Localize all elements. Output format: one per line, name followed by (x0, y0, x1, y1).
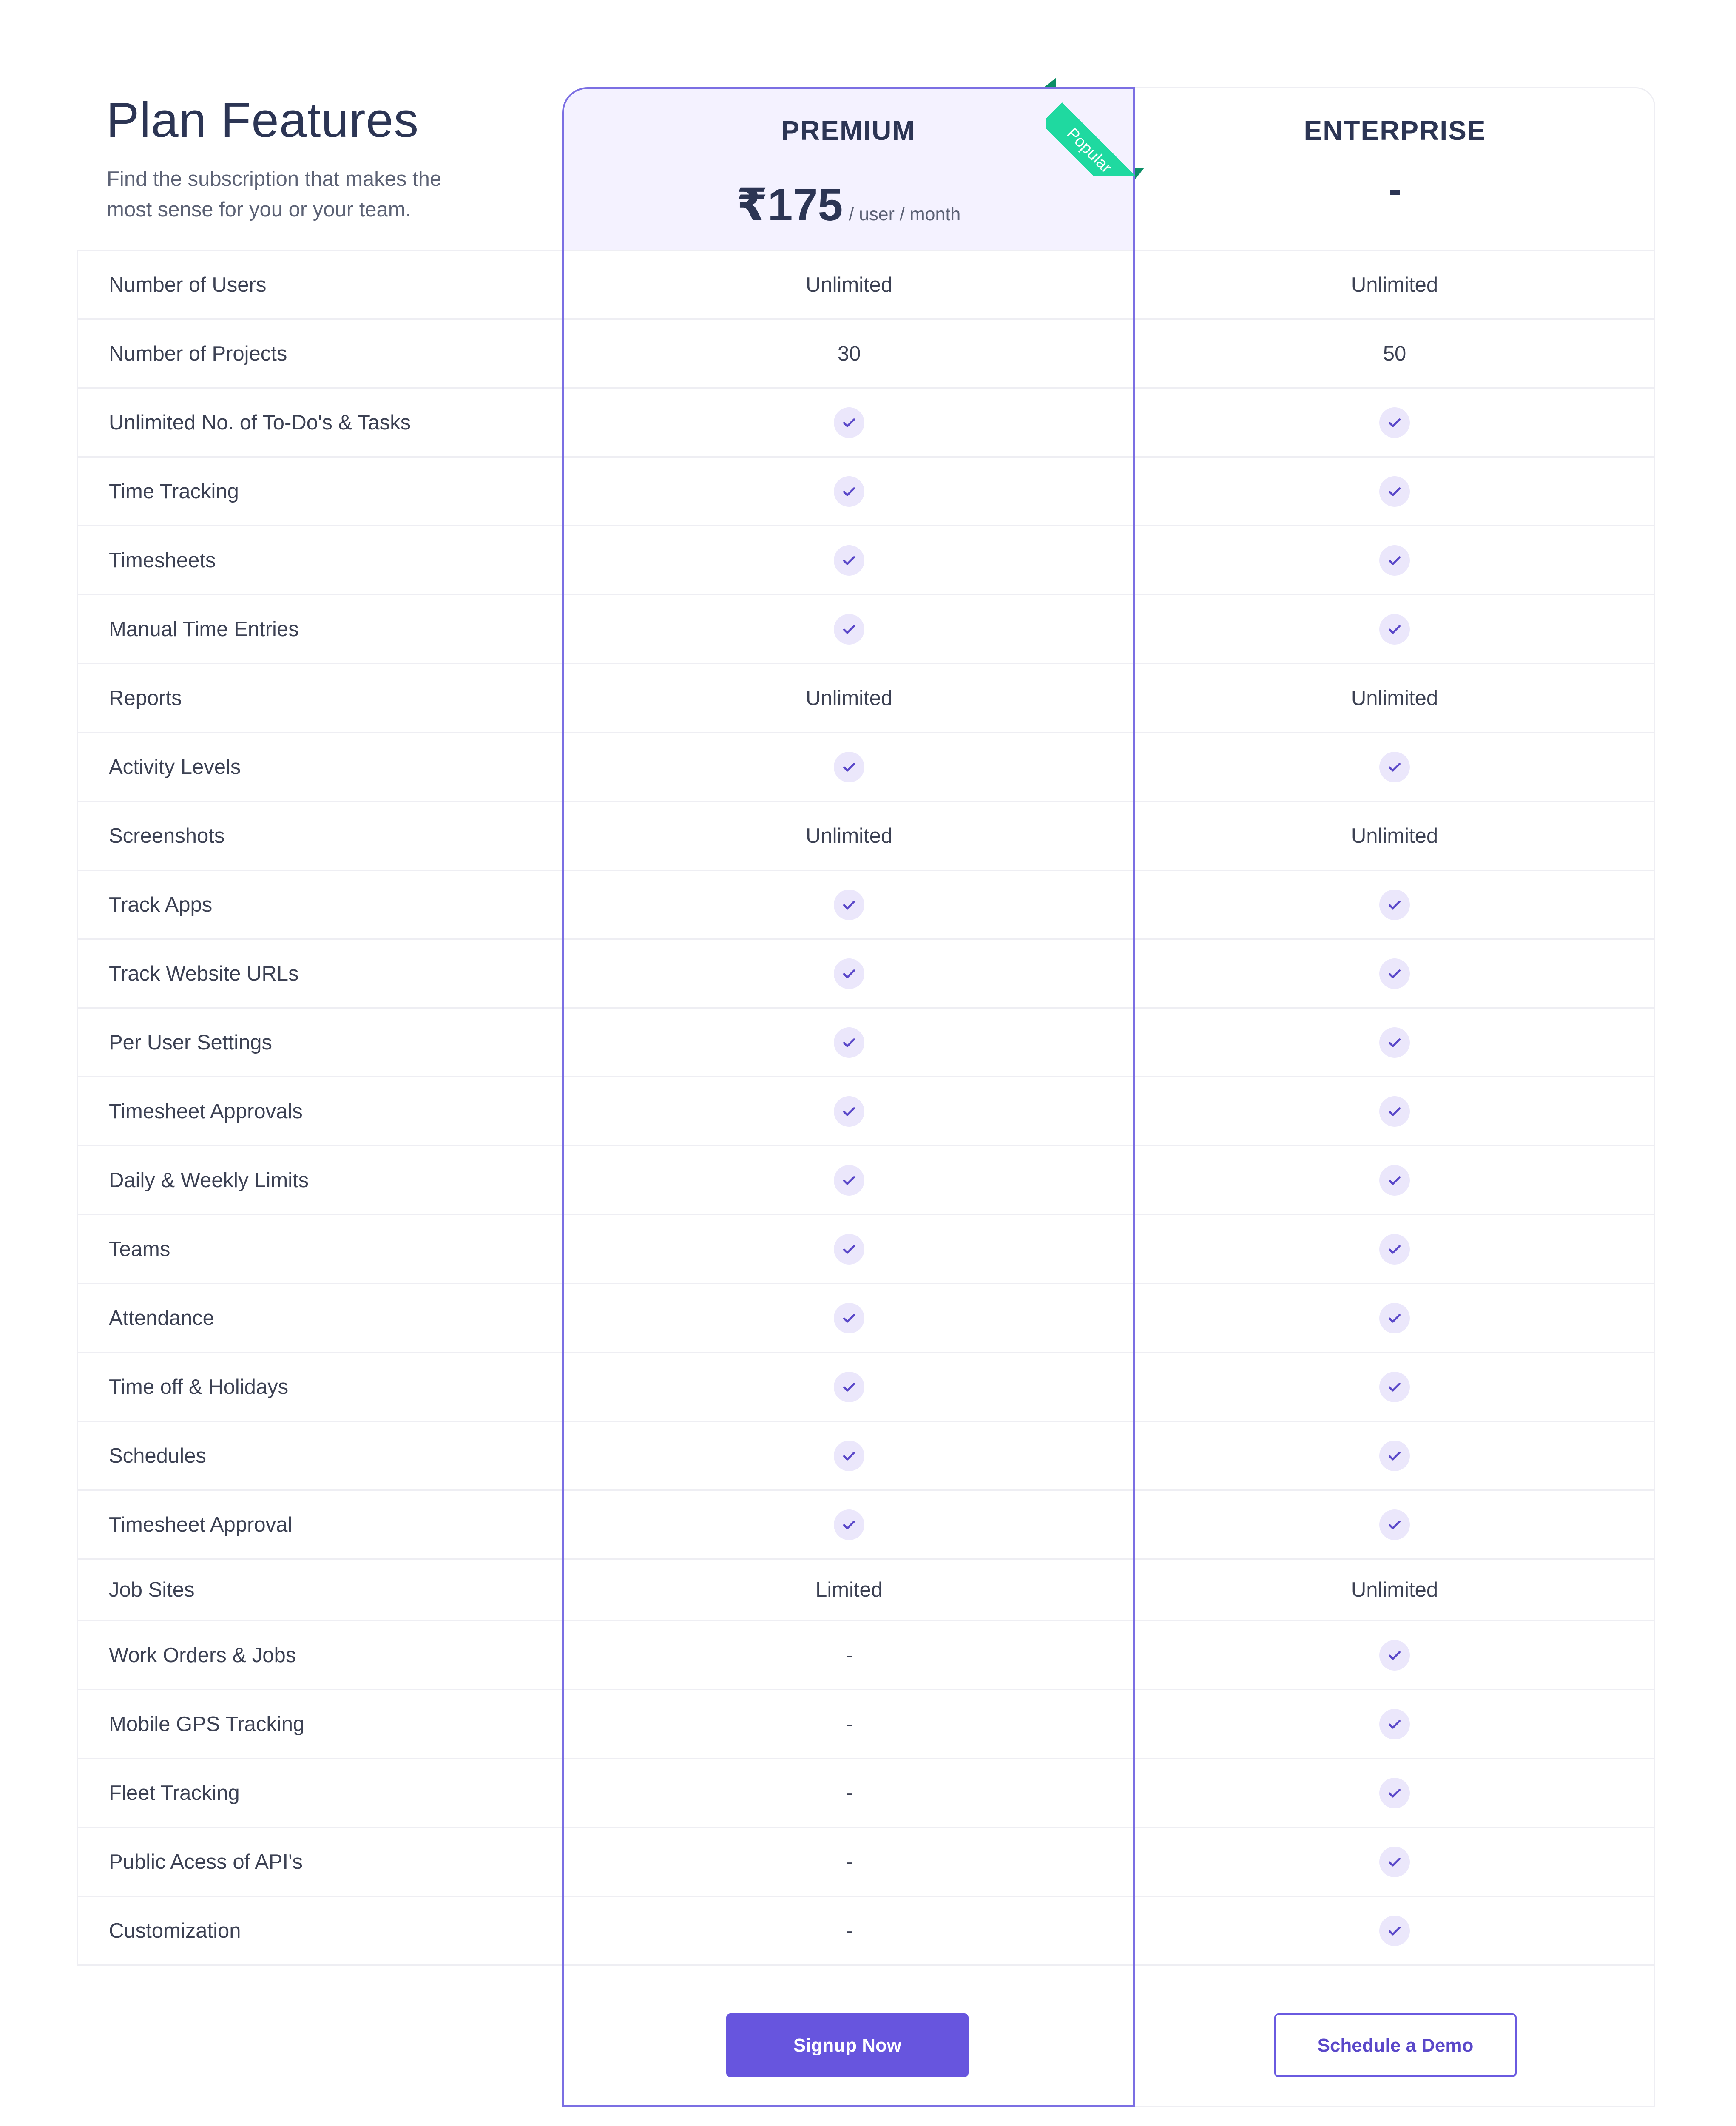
feature-table (77, 250, 1655, 1966)
check-icon (834, 1165, 864, 1196)
feature-row (77, 1146, 1655, 1215)
premium-feature-text: Unlimited (805, 273, 893, 296)
premium-feature-value (563, 1009, 1135, 1076)
feature-row (77, 1897, 1655, 1966)
feature-row (77, 458, 1655, 526)
check-icon (1379, 1847, 1410, 1877)
feature-label: Timesheet Approval (109, 1513, 293, 1536)
premium-feature-value (563, 320, 1135, 387)
feature-label: Activity Levels (109, 755, 241, 779)
feature-label: Reports (109, 686, 182, 710)
feature-label: Fleet Tracking (109, 1781, 240, 1805)
enterprise-feature-value (1135, 595, 1654, 663)
premium-feature-value (563, 526, 1135, 594)
premium-feature-value (563, 1422, 1135, 1489)
premium-feature-value (563, 595, 1135, 663)
check-icon (1379, 476, 1410, 507)
check-icon (1379, 1027, 1410, 1058)
feature-row (77, 251, 1655, 320)
premium-feature-text: - (845, 1919, 853, 1942)
premium-feature-value (563, 1353, 1135, 1421)
enterprise-feature-value (1135, 1077, 1654, 1145)
premium-feature-value (563, 1560, 1135, 1620)
check-icon (1379, 1096, 1410, 1127)
popular-badge: Popular (1063, 124, 1115, 176)
check-icon (1379, 752, 1410, 782)
feature-label: Mobile GPS Tracking (109, 1712, 305, 1736)
premium-feature-value (563, 1897, 1135, 1964)
premium-feature-text: 30 (837, 342, 861, 365)
premium-feature-value (563, 664, 1135, 732)
check-icon (834, 1096, 864, 1127)
enterprise-feature-text: Unlimited (1351, 273, 1438, 296)
check-icon (834, 1234, 864, 1265)
feature-row (77, 871, 1655, 940)
enterprise-feature-text: Unlimited (1351, 686, 1438, 710)
check-icon (1379, 545, 1410, 576)
check-icon (834, 407, 864, 438)
enterprise-feature-value (1135, 389, 1654, 456)
feature-row (77, 1828, 1655, 1897)
feature-label: Number of Users (109, 273, 267, 296)
premium-feature-text: Unlimited (805, 824, 893, 847)
enterprise-feature-value (1135, 458, 1654, 525)
enterprise-feature-text: 50 (1383, 342, 1406, 365)
enterprise-feature-value (1135, 1146, 1654, 1214)
premium-feature-value (563, 458, 1135, 525)
premium-feature-value (563, 1491, 1135, 1558)
feature-label: Daily & Weekly Limits (109, 1168, 309, 1192)
premium-feature-value (563, 1690, 1135, 1758)
feature-row (77, 1077, 1655, 1146)
feature-row (77, 802, 1655, 871)
premium-feature-value (563, 1077, 1135, 1145)
feature-label: Public Acess of API's (109, 1850, 303, 1873)
enterprise-feature-value (1135, 526, 1654, 594)
feature-row (77, 1759, 1655, 1828)
feature-row (77, 389, 1655, 458)
feature-row (77, 1491, 1655, 1560)
feature-label: Number of Projects (109, 342, 287, 365)
premium-price-period: / user / month (849, 204, 961, 225)
premium-feature-text: - (845, 1712, 853, 1736)
enterprise-feature-value (1135, 1353, 1654, 1421)
feature-label: Job Sites (109, 1578, 195, 1601)
feature-label: Schedules (109, 1444, 206, 1467)
feature-label: Attendance (109, 1306, 214, 1330)
check-icon (1379, 1709, 1410, 1739)
signup-now-button[interactable]: Signup Now (726, 2013, 969, 2077)
enterprise-feature-value (1135, 1897, 1654, 1964)
check-icon (834, 614, 864, 645)
check-icon (834, 545, 864, 576)
premium-feature-value (563, 871, 1135, 938)
enterprise-feature-text: Unlimited (1351, 1578, 1438, 1601)
feature-row (77, 526, 1655, 595)
feature-label: Per User Settings (109, 1031, 272, 1054)
enterprise-feature-value (1135, 940, 1654, 1007)
check-icon (834, 1441, 864, 1471)
check-icon (834, 476, 864, 507)
premium-feature-text: - (845, 1643, 853, 1667)
premium-price-amount: ₹175 (736, 180, 843, 230)
check-icon (834, 1303, 864, 1333)
feature-label: Customization (109, 1919, 241, 1942)
check-icon (1379, 1640, 1410, 1671)
enterprise-feature-value (1135, 802, 1654, 870)
enterprise-feature-value (1135, 1491, 1654, 1558)
feature-label: Teams (109, 1237, 170, 1261)
feature-label: Timesheet Approvals (109, 1100, 303, 1123)
enterprise-feature-value (1135, 320, 1654, 387)
check-icon (1379, 614, 1410, 645)
premium-feature-value (563, 1146, 1135, 1214)
enterprise-feature-value (1135, 1759, 1654, 1827)
enterprise-feature-value (1135, 1560, 1654, 1620)
check-icon (1379, 1372, 1410, 1402)
enterprise-feature-value (1135, 1215, 1654, 1283)
premium-feature-value (563, 940, 1135, 1007)
feature-label: Time off & Holidays (109, 1375, 289, 1398)
page-title: Plan Features (106, 92, 419, 148)
feature-label: Manual Time Entries (109, 617, 299, 641)
feature-row (77, 664, 1655, 733)
premium-plan-name: PREMIUM (781, 115, 916, 146)
premium-feature-value (563, 1621, 1135, 1689)
enterprise-feature-value (1135, 871, 1654, 938)
check-icon (1379, 958, 1410, 989)
schedule-demo-button[interactable]: Schedule a Demo (1274, 2013, 1517, 2077)
enterprise-feature-value (1135, 664, 1654, 732)
premium-feature-value (563, 251, 1135, 318)
check-icon (834, 1372, 864, 1402)
enterprise-feature-value (1135, 1284, 1654, 1352)
feature-row (77, 940, 1655, 1009)
enterprise-feature-value (1135, 733, 1654, 801)
premium-feature-text: - (845, 1850, 853, 1873)
enterprise-feature-value (1135, 1009, 1654, 1076)
feature-row (77, 1353, 1655, 1422)
feature-label: Work Orders & Jobs (109, 1643, 296, 1667)
feature-label: Track Website URLs (109, 962, 299, 985)
feature-row (77, 1009, 1655, 1077)
check-icon (1379, 1303, 1410, 1333)
premium-feature-value (563, 802, 1135, 870)
popular-ribbon (1046, 78, 1145, 176)
premium-feature-text: Limited (815, 1578, 883, 1601)
premium-feature-value (563, 389, 1135, 456)
check-icon (834, 958, 864, 989)
premium-feature-value (563, 1284, 1135, 1352)
feature-row (77, 733, 1655, 802)
enterprise-feature-value (1135, 1690, 1654, 1758)
check-icon (834, 1509, 864, 1540)
premium-feature-text: Unlimited (805, 686, 893, 710)
feature-row (77, 1284, 1655, 1353)
check-icon (1379, 1165, 1410, 1196)
feature-label: Timesheets (109, 549, 216, 572)
premium-feature-value (563, 1828, 1135, 1896)
enterprise-price: - (1389, 168, 1401, 211)
enterprise-feature-value (1135, 1828, 1654, 1896)
premium-feature-text: - (845, 1781, 853, 1805)
check-icon (1379, 1509, 1410, 1540)
feature-row (77, 320, 1655, 389)
check-icon (834, 1027, 864, 1058)
premium-feature-value (563, 1215, 1135, 1283)
feature-row (77, 1560, 1655, 1621)
enterprise-feature-value (1135, 1621, 1654, 1689)
feature-row (77, 595, 1655, 664)
feature-row (77, 1690, 1655, 1759)
feature-label: Screenshots (109, 824, 225, 847)
check-icon (1379, 407, 1410, 438)
feature-row (77, 1215, 1655, 1284)
check-icon (1379, 1916, 1410, 1946)
enterprise-feature-value (1135, 1422, 1654, 1489)
check-icon (1379, 1778, 1410, 1808)
page-subtitle: Find the subscription that makes the most sense for you or your team. (107, 168, 442, 221)
enterprise-feature-value (1135, 251, 1654, 318)
feature-row (77, 1422, 1655, 1491)
feature-row (77, 1621, 1655, 1690)
check-icon (834, 890, 864, 920)
premium-feature-value (563, 1759, 1135, 1827)
check-icon (1379, 1441, 1410, 1471)
check-icon (1379, 890, 1410, 920)
feature-label: Track Apps (109, 893, 213, 916)
premium-feature-value (563, 733, 1135, 801)
enterprise-feature-text: Unlimited (1351, 824, 1438, 847)
enterprise-plan-name: ENTERPRISE (1304, 115, 1486, 146)
feature-label: Unlimited No. of To-Do's & Tasks (109, 411, 411, 434)
feature-label: Time Tracking (109, 480, 239, 503)
check-icon (834, 752, 864, 782)
check-icon (1379, 1234, 1410, 1265)
premium-price (562, 179, 1135, 231)
